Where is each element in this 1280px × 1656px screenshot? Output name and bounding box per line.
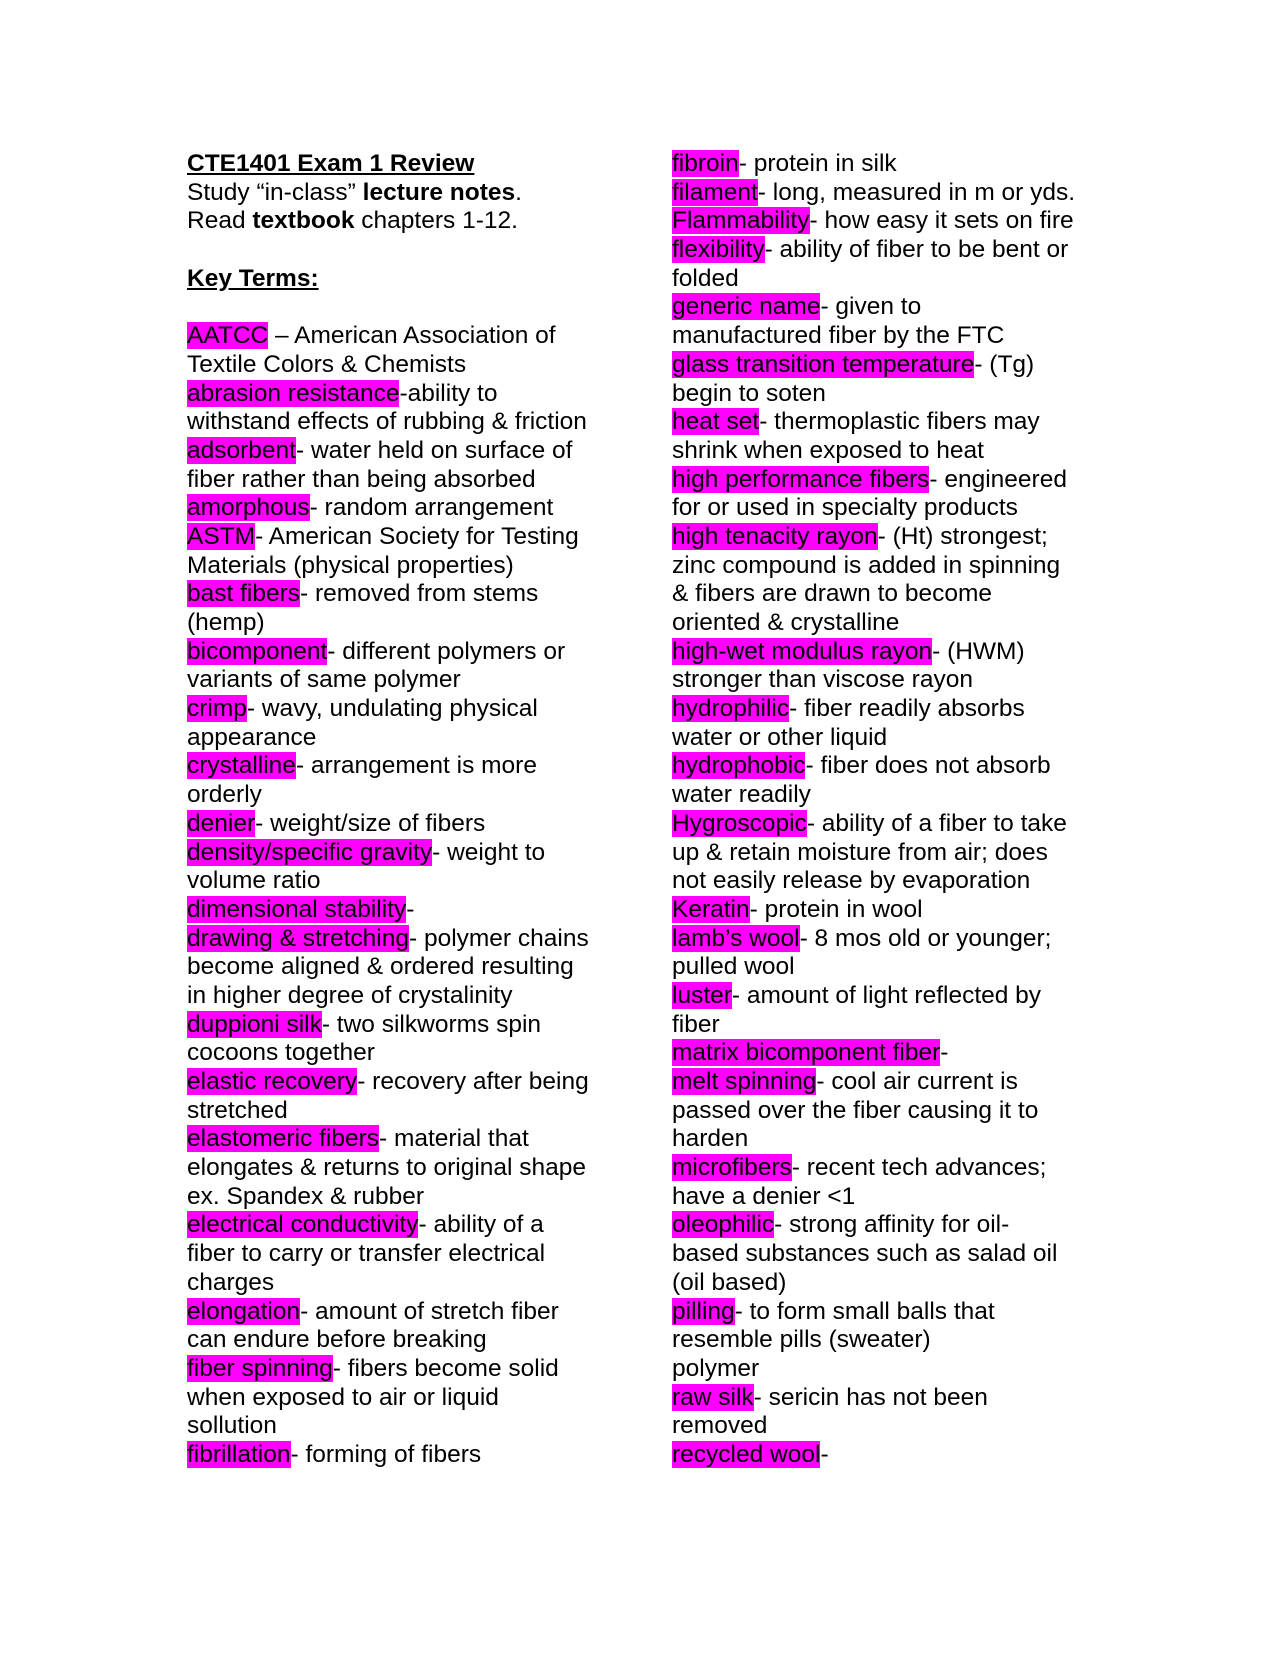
glossary-continuation (187, 1154, 607, 1183)
glossary-term: luster (672, 981, 732, 1009)
study-instruction-bold: lecture notes (362, 178, 516, 206)
glossary-entry (187, 695, 607, 724)
glossary-continuation (187, 1240, 607, 1269)
glossary-definition: (oil based) (672, 1268, 787, 1296)
glossary-entry (672, 752, 1102, 781)
glossary-definition: appearance (187, 723, 317, 751)
glossary-definition: fiber rather than being absorbed (187, 465, 536, 493)
glossary-entry (187, 752, 607, 781)
glossary-continuation (187, 666, 607, 695)
glossary-definition: sollution (187, 1412, 277, 1440)
glossary-definition: resemble pills (sweater) (672, 1326, 931, 1354)
glossary-definition: - engineered (929, 465, 1067, 493)
glossary-term: Flammability (672, 207, 810, 235)
glossary-continuation (672, 380, 1102, 409)
glossary-entry (672, 925, 1102, 954)
glossary-term: pilling (672, 1297, 735, 1325)
glossary-definition: - polymer chains (408, 924, 589, 952)
glossary-definition: - water held on surface of (295, 436, 573, 464)
glossary-term: glass transition temperature (672, 350, 975, 378)
glossary-definition: – American Association of (268, 322, 556, 350)
glossary-continuation (672, 552, 1102, 581)
glossary-definition: - different polymers or (327, 637, 566, 665)
glossary-term: Hygroscopic (672, 809, 807, 837)
glossary-continuation (187, 408, 607, 437)
glossary-term: high performance fibers (672, 465, 930, 493)
glossary-entry (187, 810, 607, 839)
glossary-continuation (672, 1412, 1102, 1441)
glossary-continuation (672, 580, 1102, 609)
glossary-definition: water or other liquid (672, 723, 888, 751)
glossary-definition: - (Tg) (974, 350, 1035, 378)
spacer (187, 236, 607, 265)
glossary-term: elongation (187, 1297, 301, 1325)
key-terms-heading-line (187, 265, 607, 294)
glossary-term: hydrophobic (672, 752, 806, 780)
read-instruction-end: chapters 1-12. (354, 207, 518, 235)
glossary-term: generic name (672, 293, 821, 321)
glossary-definition: elongates & returns to original shape (187, 1154, 587, 1182)
glossary-definition: - removed from stems (300, 580, 539, 608)
glossary-continuation (672, 265, 1102, 294)
study-instruction (187, 179, 607, 208)
glossary-term: filament (672, 178, 758, 206)
glossary-entry (672, 1384, 1102, 1413)
glossary-term: density/specific gravity (187, 838, 433, 866)
glossary-entry (672, 150, 1102, 179)
glossary-entry (187, 1125, 607, 1154)
glossary-entry (672, 179, 1102, 208)
glossary-term: amorphous (187, 494, 310, 522)
glossary-term: elastic recovery (187, 1068, 358, 1095)
glossary-entry (187, 380, 607, 409)
glossary-continuation (672, 609, 1102, 638)
glossary-definition: pulled wool (672, 953, 795, 981)
glossary-entry (672, 1298, 1102, 1327)
glossary-definition: (hemp) (187, 609, 265, 636)
glossary-definition: - two silkworms spin (321, 1010, 542, 1038)
glossary-entry (187, 494, 607, 523)
glossary-term: crystalline (187, 752, 296, 780)
glossary-definition: for or used in specialty products (672, 494, 1018, 522)
glossary-entry (672, 523, 1102, 552)
glossary-entry (187, 1441, 607, 1470)
glossary-definition: - cool air current is (816, 1068, 1018, 1095)
glossary-definition: zinc compound is added in spinning (672, 551, 1061, 579)
glossary-definition: - (940, 1039, 949, 1067)
read-instruction (187, 207, 607, 236)
glossary-entry (672, 466, 1102, 495)
glossary-definition: removed (672, 1412, 768, 1440)
glossary-term: electrical conductivity (187, 1211, 419, 1239)
glossary-term: fiber spinning (187, 1354, 333, 1382)
glossary-definition: - strong affinity for oil- (774, 1211, 1010, 1239)
glossary-term: matrix bicomponent fiber (672, 1039, 941, 1067)
glossary-definition: based substances such as salad oil (672, 1240, 1058, 1268)
glossary-definition: begin to soten (672, 379, 826, 407)
glossary-term: AATCC (187, 322, 269, 350)
glossary-continuation (672, 1183, 1102, 1212)
glossary-entry (672, 1441, 1102, 1470)
glossary-entry (187, 925, 607, 954)
glossary-continuation (187, 609, 607, 638)
glossary-definition: have a denier <1 (672, 1182, 856, 1210)
glossary-definition: - (Ht) strongest; (877, 522, 1048, 550)
glossary-continuation (187, 466, 607, 495)
glossary-definition: - to form small balls that (734, 1297, 995, 1325)
glossary-term: Keratin (672, 895, 750, 923)
glossary-definition: - protein in silk (738, 150, 897, 177)
key-terms-heading: Key Terms: (187, 264, 319, 292)
glossary-definition: oriented & crystalline (672, 609, 900, 636)
glossary-definition: stronger than viscose rayon (672, 666, 973, 694)
glossary-definition: orderly (187, 781, 262, 809)
glossary-definition: - weight to (432, 838, 546, 866)
glossary-entry (672, 236, 1102, 265)
right-column (672, 150, 1102, 1470)
glossary-entry (187, 523, 607, 552)
glossary-definition: water readily (672, 781, 811, 809)
left-column (187, 150, 607, 1470)
glossary-term: melt spinning (672, 1068, 817, 1095)
glossary-continuation (672, 494, 1102, 523)
glossary-definition: cocoons together (187, 1039, 375, 1067)
glossary-term: abrasion resistance (187, 379, 400, 407)
document-title: CTE1401 Exam 1 Review (187, 150, 475, 177)
glossary-term: microfibers (672, 1154, 792, 1182)
glossary-term: adsorbent (187, 436, 296, 464)
glossary-continuation (672, 666, 1102, 695)
glossary-definition: -ability to (399, 379, 498, 407)
glossary-definition: - thermoplastic fibers may (759, 408, 1040, 436)
glossary-continuation (672, 1240, 1102, 1269)
glossary-definition: ex. Spandex & rubber (187, 1182, 424, 1210)
glossary-definition: - (HWM) (932, 637, 1025, 665)
glossary-term: raw silk (672, 1383, 754, 1411)
glossary-continuation (672, 1269, 1102, 1298)
glossary-entry (187, 896, 607, 925)
glossary-entry (672, 293, 1102, 322)
glossary-term: duppioni silk (187, 1010, 322, 1038)
glossary-entry (672, 982, 1102, 1011)
glossary-definition: volume ratio (187, 867, 321, 895)
glossary-definition: harden (672, 1125, 749, 1153)
glossary-continuation (187, 982, 607, 1011)
glossary-definition: - arrangement is more (295, 752, 537, 780)
glossary-term: high tenacity rayon (672, 522, 878, 550)
glossary-definition: polymer (672, 1354, 760, 1382)
glossary-definition: fiber (672, 1010, 720, 1038)
glossary-entry (672, 896, 1102, 925)
glossary-term: bast fibers (187, 580, 301, 608)
glossary-definition: & fibers are drawn to become (672, 580, 993, 608)
glossary-entry (187, 1298, 607, 1327)
glossary-continuation (672, 1097, 1102, 1126)
glossary-definition: - wavy, undulating physical (246, 695, 538, 723)
glossary-entry (672, 1154, 1102, 1183)
glossary-definition: in higher degree of crystalinity (187, 981, 513, 1009)
glossary-term: oleophilic (672, 1211, 775, 1239)
glossary-continuation (672, 437, 1102, 466)
glossary-continuation (672, 867, 1102, 896)
glossary-definition: Textile Colors & Chemists (187, 350, 467, 378)
glossary-entry (187, 580, 607, 609)
glossary-definition: become aligned & ordered resulting (187, 953, 574, 981)
glossary-term: dimensional stability (187, 895, 407, 923)
glossary-entry (187, 1011, 607, 1040)
glossary-continuation (672, 1011, 1102, 1040)
glossary-definition: - ability of a (418, 1211, 544, 1239)
glossary-definition: Materials (physical properties) (187, 551, 514, 579)
glossary-definition: - (820, 1440, 829, 1468)
glossary-term: high-wet modulus rayon (672, 637, 933, 665)
glossary-continuation (672, 1125, 1102, 1154)
glossary-definition: not easily release by evaporation (672, 867, 1031, 895)
glossary-definition: - sericin has not been (753, 1383, 988, 1411)
glossary-definition: - amount of stretch fiber (300, 1297, 559, 1325)
glossary-definition: - fiber does not absorb (805, 752, 1051, 780)
glossary-continuation (187, 781, 607, 810)
glossary-continuation (187, 1326, 607, 1355)
glossary-continuation (672, 1326, 1102, 1355)
glossary-entry (672, 1039, 1102, 1068)
glossary-term: ASTM (187, 522, 256, 550)
glossary-continuation (187, 867, 607, 896)
glossary-continuation (187, 724, 607, 753)
glossary-continuation (187, 1384, 607, 1413)
glossary-term: bicomponent (187, 637, 328, 665)
glossary-term: fibrillation (187, 1440, 291, 1468)
glossary-definition: can endure before breaking (187, 1326, 487, 1354)
glossary-definition: - recovery after being (357, 1068, 589, 1095)
glossary-definition: - amount of light reflected by (731, 981, 1042, 1009)
glossary-continuation (672, 322, 1102, 351)
glossary-continuation (672, 1355, 1102, 1384)
glossary-entry (672, 351, 1102, 380)
glossary-term: elastomeric fibers (187, 1125, 379, 1153)
glossary-definition: fiber to carry or transfer electrical (187, 1240, 546, 1268)
glossary-continuation (187, 1097, 607, 1126)
glossary-definition: when exposed to air or liquid (187, 1383, 499, 1411)
glossary-continuation (187, 1039, 607, 1068)
glossary-entry (187, 638, 607, 667)
document-title-line (187, 150, 607, 179)
glossary-definition: - random arrangement (309, 494, 554, 522)
glossary-definition: passed over the fiber causing it to (672, 1096, 1039, 1124)
glossary-term: hydrophilic (672, 695, 790, 723)
glossary-definition: - weight/size of fibers (255, 809, 486, 837)
glossary-definition: - American Society for Testing (255, 522, 579, 550)
glossary-definition: charges (187, 1268, 275, 1296)
glossary-entry (672, 207, 1102, 236)
glossary-term: denier (187, 809, 256, 837)
glossary-definition: - how easy it sets on fire (809, 207, 1074, 235)
glossary-entry (187, 1068, 607, 1097)
glossary-definition: - 8 mos old or younger; (799, 924, 1052, 952)
left-term-list (187, 322, 607, 1470)
glossary-entry (187, 1355, 607, 1384)
glossary-continuation (672, 839, 1102, 868)
glossary-continuation (187, 1412, 607, 1441)
glossary-definition: up & retain moisture from air; does (672, 838, 1048, 866)
glossary-continuation (672, 724, 1102, 753)
glossary-term: crimp (187, 695, 247, 723)
glossary-entry (672, 408, 1102, 437)
glossary-definition: stretched (187, 1096, 288, 1124)
glossary-continuation (672, 953, 1102, 982)
glossary-definition: variants of same polymer (187, 666, 461, 694)
glossary-entry (672, 810, 1102, 839)
right-term-list (672, 150, 1102, 1470)
glossary-continuation (187, 552, 607, 581)
glossary-term: lamb’s wool (672, 924, 800, 952)
glossary-entry (672, 695, 1102, 724)
glossary-term: recycled wool (672, 1440, 821, 1468)
glossary-continuation (187, 1183, 607, 1212)
glossary-entry (187, 437, 607, 466)
glossary-definition: - given to (820, 293, 922, 321)
glossary-definition: - long, measured in m or yds. (757, 178, 1076, 206)
glossary-definition: - forming of fibers (290, 1440, 482, 1468)
glossary-term: fibroin (672, 150, 739, 177)
glossary-entry (672, 638, 1102, 667)
glossary-definition: - ability of a fiber to take (806, 809, 1067, 837)
glossary-entry (187, 1211, 607, 1240)
glossary-definition: - material that (378, 1125, 529, 1153)
read-instruction-bold: textbook (252, 207, 355, 235)
glossary-definition: - fibers become solid (332, 1354, 559, 1382)
glossary-definition: manufactured fiber by the FTC (672, 322, 1005, 350)
glossary-entry (187, 322, 607, 351)
glossary-continuation (187, 953, 607, 982)
glossary-continuation (187, 351, 607, 380)
glossary-definition: shrink when exposed to heat (672, 436, 984, 464)
study-instruction-end: . (515, 178, 522, 206)
glossary-definition: folded (672, 264, 739, 292)
glossary-definition: - (406, 895, 415, 923)
glossary-definition: withstand effects of rubbing & friction (187, 408, 587, 436)
glossary-continuation (187, 1269, 607, 1298)
glossary-definition: - protein in wool (749, 895, 923, 923)
glossary-term: flexibility (672, 236, 765, 264)
glossary-definition: - recent tech advances; (791, 1154, 1047, 1182)
glossary-definition: - fiber readily absorbs (789, 695, 1025, 723)
glossary-continuation (672, 781, 1102, 810)
glossary-entry (187, 839, 607, 868)
glossary-term: heat set (672, 408, 760, 436)
glossary-definition: - ability of fiber to be bent or (764, 236, 1069, 264)
glossary-entry (672, 1068, 1102, 1097)
glossary-term: drawing & stretching (187, 924, 409, 952)
study-instruction-text: Study “in-class” (187, 178, 363, 206)
spacer (187, 293, 607, 322)
glossary-entry (672, 1211, 1102, 1240)
read-instruction-text: Read (187, 207, 253, 235)
